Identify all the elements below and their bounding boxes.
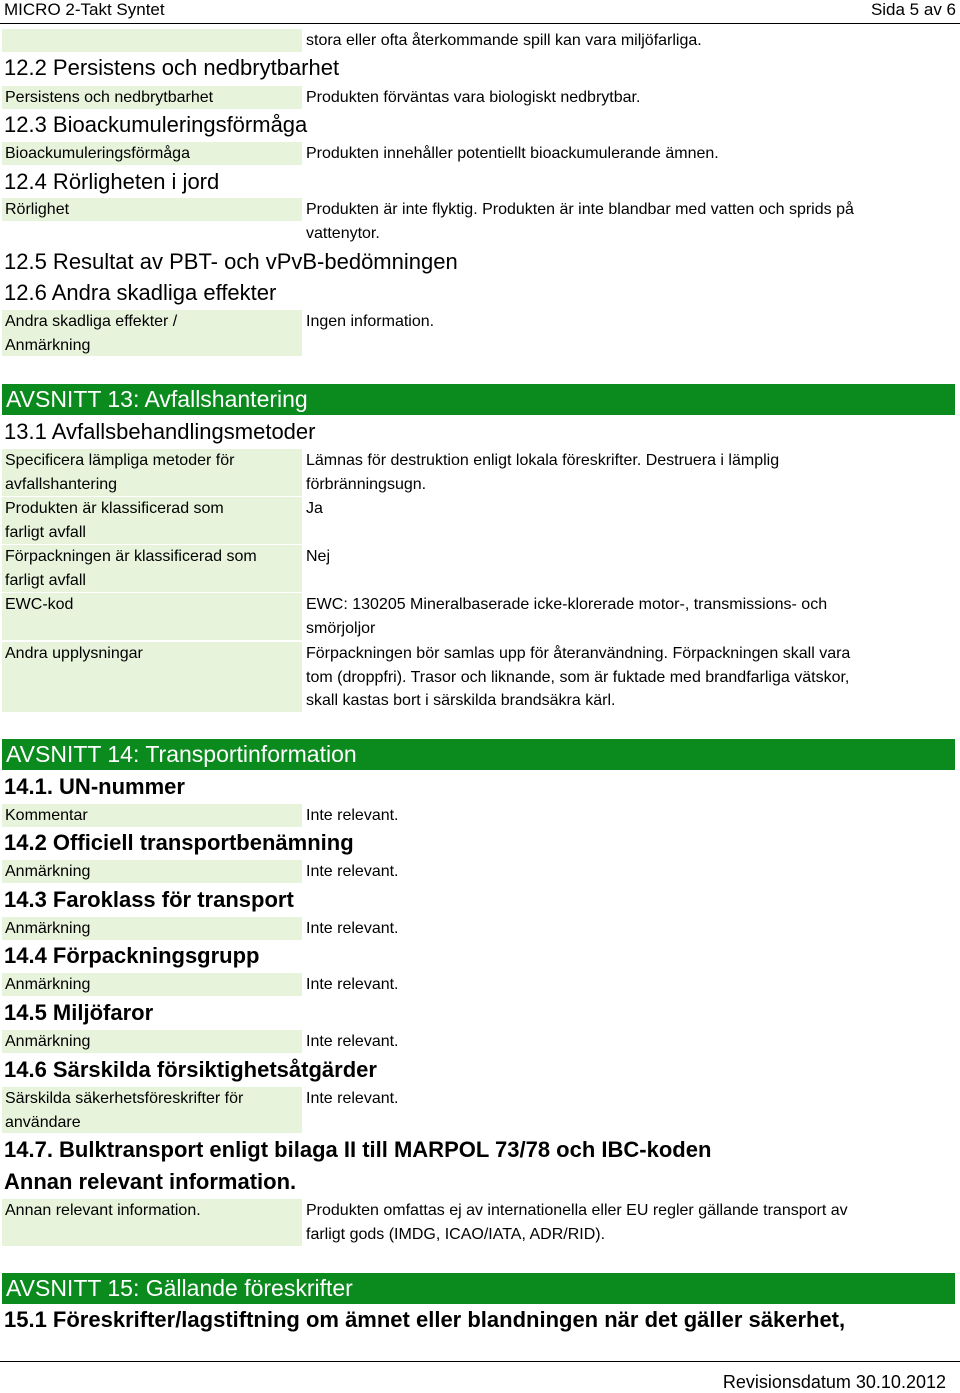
packing-group-note-value: Inte relevant.: [306, 976, 399, 993]
other-info-value-line: skall kastas bort i särskilda brandsäkra kärl.: [306, 692, 616, 709]
shipping-name-note-value: Inte relevant.: [306, 863, 399, 880]
ewc-code-label: EWC-kod: [2, 593, 302, 640]
user-precautions-label-line: Särskilda säkerhetsföreskrifter för: [5, 1090, 244, 1107]
disposal-method-label-line: avfallshantering: [5, 475, 118, 493]
heading-12-3: 12.3 Bioackumuleringsförmåga: [4, 112, 308, 137]
env-hazard-note-value: Inte relevant.: [306, 1033, 399, 1050]
product-hazardous-waste-label-line: Produkten är klassificerad som: [5, 500, 224, 517]
other-relevant-info-value: [306, 1199, 946, 1246]
shipping-name-note-label: Anmärkning: [2, 860, 302, 883]
user-precautions-label-line: användare: [5, 1113, 81, 1131]
revision-date: Revisionsdatum 30.10.2012: [722, 1372, 946, 1392]
heading-12-5: 12.5 Resultat av PBT- och vPvB-bedömningen: [4, 249, 458, 274]
heading-12-6: 12.6 Andra skadliga effekter: [4, 280, 277, 305]
heading-13-1: 13.1 Avfallsbehandlingsmetoder: [4, 419, 316, 444]
hazard-class-note-value: Inte relevant.: [306, 920, 399, 937]
other-relevant-info-value-line: farligt gods (IMDG, ICAO/IATA, ADR/RID).: [306, 1225, 606, 1243]
other-effects-label: [2, 310, 302, 356]
other-info-value: [306, 642, 946, 713]
heading-14-4: 14.4 Förpackningsgrupp: [4, 943, 260, 968]
user-precautions-value: Inte relevant.: [306, 1090, 399, 1107]
packing-group-note-label: Anmärkning: [2, 973, 302, 996]
heading-12-2: 12.2 Persistens och nedbrytbarhet: [4, 55, 340, 80]
disposal-method-label-line: Specificera lämpliga metoder för: [5, 452, 235, 469]
hazard-class-note-label: Anmärkning: [2, 917, 302, 940]
product-hazardous-waste-value: Ja: [306, 500, 323, 517]
heading-14-1: 14.1. UN-nummer: [4, 774, 185, 799]
heading-14-5: 14.5 Miljöfaror: [4, 1000, 154, 1025]
user-precautions-label: [2, 1087, 302, 1133]
env-hazard-note-label: Anmärkning: [2, 1030, 302, 1053]
heading-14-2: 14.2 Officiell transportbenämning: [4, 830, 354, 855]
persistence-label: Persistens och nedbrytbarhet: [2, 86, 302, 109]
bioaccumulation-label: Bioackumuleringsförmåga: [2, 142, 302, 165]
footer-divider: [0, 1361, 960, 1362]
disposal-method-label: [2, 449, 302, 496]
product-name: MICRO 2-Takt Syntet: [4, 0, 165, 19]
ewc-code-value-line: EWC: 130205 Mineralbaserade icke-klorerade motor-, transmissions- och: [306, 596, 828, 613]
ewc-code-value-line: smörjoljor: [306, 619, 376, 637]
packaging-hazardous-waste-label: [2, 545, 302, 592]
un-number-comment-value: Inte relevant.: [306, 807, 399, 824]
heading-other-relevant-info: Annan relevant information.: [4, 1169, 297, 1194]
ewc-code-value: [306, 593, 946, 640]
other-info-label: Andra upplysningar: [2, 642, 302, 712]
product-hazardous-waste-label-line: farligt avfall: [5, 523, 86, 541]
spill-note: stora eller ofta återkommande spill kan vara miljöfarliga.: [306, 32, 702, 49]
empty-label-cell: [2, 29, 302, 52]
other-info-value-line: tom (droppfri). Trasor och liknande, som är fuktade med brandfarliga vätskor,: [306, 668, 850, 686]
disposal-method-value-line: Lämnas för destruktion enligt lokala föreskrifter. Destruera i lämplig: [306, 452, 780, 469]
persistence-value: Produkten förväntas vara biologiskt nedbrytbar.: [306, 89, 641, 106]
disposal-method-value-line: förbränningsugn.: [306, 475, 427, 493]
other-relevant-info-value-line: Produkten omfattas ej av internationella eller EU regler gällande transport av: [306, 1202, 848, 1219]
section-15-banner: AVSNITT 15: Gällande föreskrifter: [2, 1273, 955, 1304]
section-13-banner: AVSNITT 13: Avfallshantering: [2, 384, 955, 415]
heading-12-4: 12.4 Rörligheten i jord: [4, 169, 220, 194]
other-info-value-line: Förpackningen bör samlas upp för återanvändning. Förpackningen skall vara: [306, 645, 851, 662]
header-divider: [0, 23, 960, 24]
bioaccumulation-value: Produkten innehåller potentiellt bioackumulerande ämnen.: [306, 145, 719, 162]
mobility-value-line: vattenytor.: [306, 224, 380, 242]
page-number: Sida 5 av 6: [870, 0, 956, 19]
heading-14-3: 14.3 Faroklass för transport: [4, 887, 294, 912]
other-effects-label-line: Anmärkning: [5, 336, 91, 354]
section-14-banner: AVSNITT 14: Transportinformation: [2, 739, 955, 770]
heading-15-1: 15.1 Föreskrifter/lagstiftning om ämnet eller blandningen när det gäller säkerhet,: [4, 1307, 846, 1332]
product-hazardous-waste-label: [2, 497, 302, 544]
mobility-label: Rörlighet: [2, 198, 302, 221]
packaging-hazardous-waste-value: Nej: [306, 548, 331, 565]
un-number-comment-label: Kommentar: [2, 804, 302, 827]
mobility-value-line: Produkten är inte flyktig. Produkten är inte blandbar med vatten och sprids på: [306, 201, 854, 218]
heading-14-6: 14.6 Särskilda försiktighetsåtgärder: [4, 1057, 377, 1082]
packaging-hazardous-waste-label-line: Förpackningen är klassificerad som: [5, 548, 257, 565]
mobility-value: [306, 198, 946, 245]
heading-14-7: 14.7. Bulktransport enligt bilaga II till MARPOL 73/78 och IBC-koden: [4, 1137, 712, 1162]
other-effects-label-line: Andra skadliga effekter /: [5, 313, 178, 330]
other-relevant-info-label: Annan relevant information.: [2, 1199, 302, 1246]
disposal-method-value: [306, 449, 946, 496]
packaging-hazardous-waste-label-line: farligt avfall: [5, 571, 86, 589]
other-effects-value: Ingen information.: [306, 313, 435, 330]
